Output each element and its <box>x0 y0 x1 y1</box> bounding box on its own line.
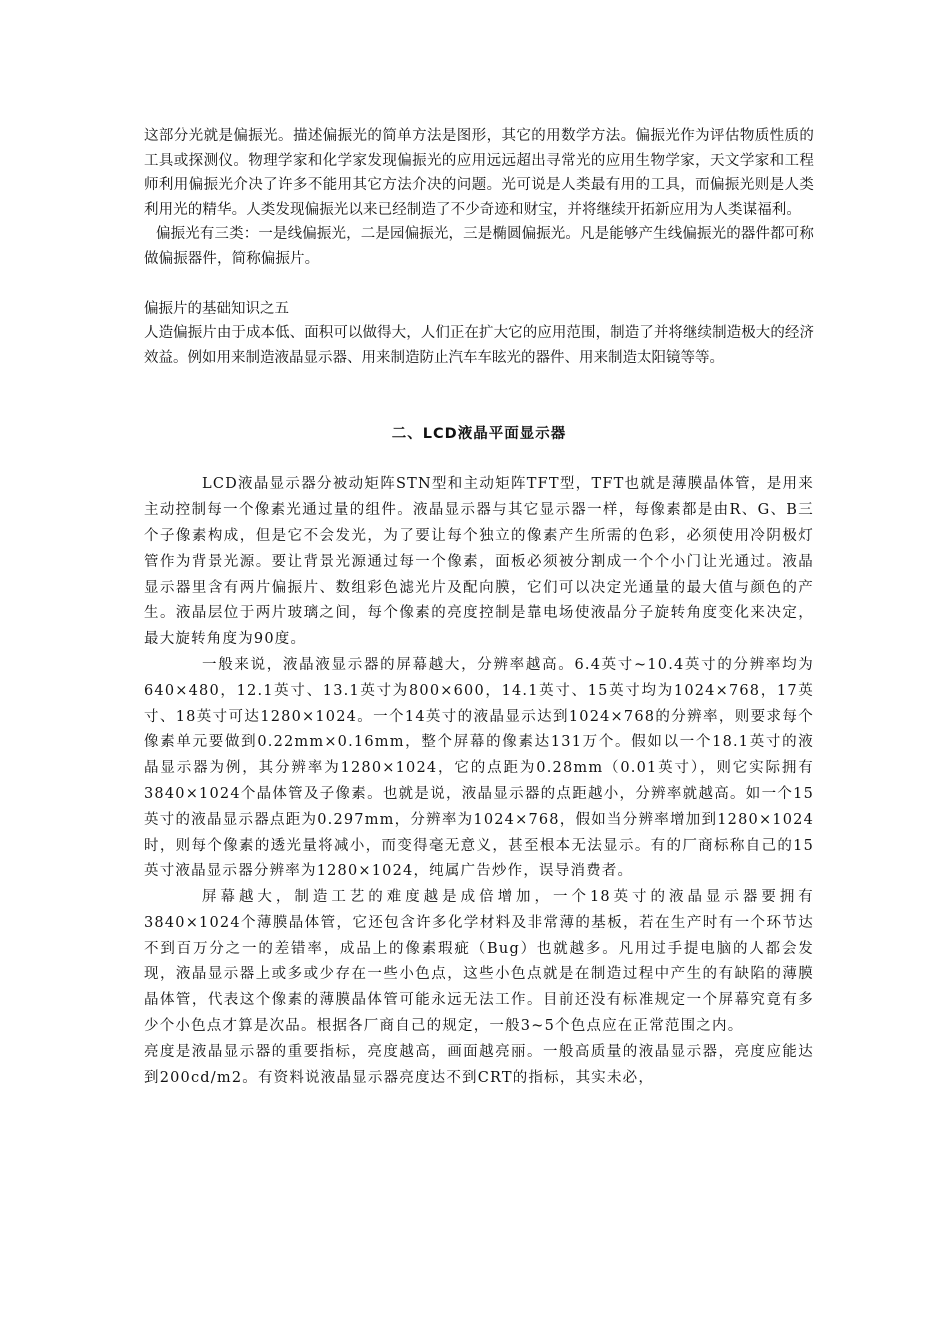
section-title: 偏振片的基础知识之五 <box>144 300 289 317</box>
lcd-paragraph-2: 一般来说，液晶液显示器的屏幕越大，分辨率越高。6.4英寸~10.4英寸的分辨率均为640×480，12.1英寸、13.1英寸为800×600，14.1英寸、15英寸均为1024×768，17英寸、18英寸可达1280×1024。一个14英寸的液晶显示达到1024×768的分辨率，则要求每个像素单元要做到0.22mm×0.16mm，整个屏幕的像素达131万个。假如以一个18.1英寸的液晶显示器为例，其分辨率为1280×1024，它的点距为0.28mm（0.01英寸），则它实际拥有3840×1024个晶体管及子像素。也就是说，液晶显示器的点距越小，分辨率就越高。如一个15英寸的液晶显示器点距为0.297mm，分辨率为1024×768，假如当分辨率增加到1280×1024时，则每个像素的透光量将减小，而变得毫无意义，甚至根本无法显示。有的厂商标称自己的15英寸液晶显示器分辨率为1280×1024，纯属广告炒作，误导消费者。 <box>144 656 814 880</box>
lcd-paragraph-3: 屏幕越大，制造工艺的难度越是成倍增加，一个18英寸的液晶显示器要拥有3840×1024个薄膜晶体管，它还包含许多化学材料及非常薄的基板，若在生产时有一个环节达不到百万分之一的差错率，成品上的像素瑕疵（Bug）也就越多。凡用过手提电脑的人都会发现，液晶显示器上或多或少存在一些小色点，这些小色点就是在制造过程中产生的有缺陷的薄膜晶体管，代表这个像素的薄膜晶体管可能永远无法工作。目前还没有标准规定一个屏幕究竟有多少个小色点才算是次品。根据各厂商自己的规定，一般3~5个色点应在正常范围之内。 <box>144 889 814 1035</box>
lcd-paragraph-1: LCD液晶显示器分被动矩阵STN型和主动矩阵TFT型，TFT也就是薄膜晶体管，是用来主动控制每一个像素光通过量的组件。液晶显示器与其它显示器一样，每像素都是由R、G、B三个子像素构成，但是它不会发光，为了要让每个独立的像素产生所需的色彩，必须使用冷阴极灯管作为背景光源。要让背景光源通过每一个像素，面板必须被分割成一个个小门让光通过。液晶显示器里含有两片偏振片、数组彩色滤光片及配向膜，它们可以决定光通量的最大值与颜色的产生。液晶层位于两片玻璃之间，每个像素的亮度控制是靠电场使液晶分子旋转角度变化来决定，最大旋转角度为90度。 <box>144 476 814 648</box>
lcd-section <box>144 472 814 1091</box>
polarizer-basics-section <box>144 297 814 371</box>
lcd-paragraph-4: 亮度是液晶显示器的重要指标，亮度越高，画面越亮丽。一般高质量的液晶显示器，亮度应能达到200cd/m2。有资料说液晶显示器亮度达不到CRT的指标，其实未必， <box>144 1043 814 1086</box>
section-paragraph: 人造偏振片由于成本低、面积可以做得大，人们正在扩大它的应用范围，制造了并将继续制造极大的经济效益。例如用来制造液晶显示器、用来制造防止汽车车眩光的器件、用来制造太阳镜等等。 <box>144 325 814 366</box>
polarized-light-types-paragraph: 偏振光有三类：一是线偏振光，二是园偏振光，三是椭圆偏振光。凡是能够产生线偏振光的器件都可称做偏振器件，简称偏振片。 <box>144 226 814 267</box>
intro-section <box>144 124 814 272</box>
lcd-heading: 二、LCD液晶平面显示器 <box>391 426 567 443</box>
document-page <box>144 124 814 1091</box>
intro-paragraph: 这部分光就是偏振光。描述偏振光的简单方法是图形，其它的用数学方法。偏振光作为评估物质性质的工具或探测仪。物理学家和化学家发现偏振光的应用远远超出寻常光的应用生物学家，天文学家和工程师利用偏振光介决了许多不能用其它方法介决的问题。光可说是人类最有用的工具，而偏振光则是人类利用光的精华。人类发现偏振光以来已经制造了不少奇迹和财宝，并将继续开拓新应用为人类谋福利。 <box>144 128 814 218</box>
